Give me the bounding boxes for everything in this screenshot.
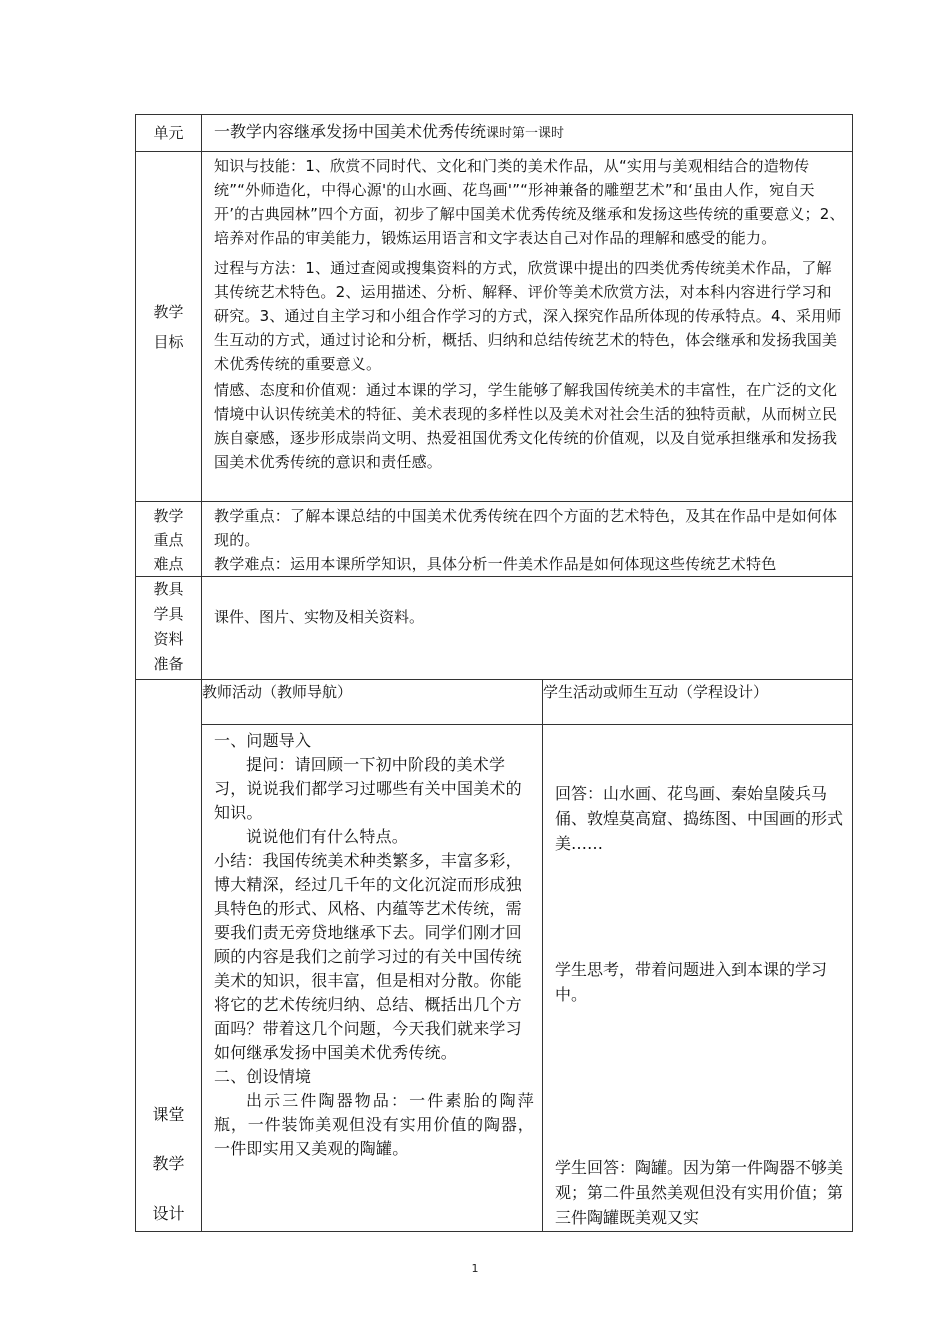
materials-row (136, 577, 853, 680)
teaching-focus: 教学重点：了解本课总结的中国美术优秀传统在四个方面的艺术特色，及其在作品中是如何体现的。 (214, 507, 838, 549)
unit-label: 单元 (136, 115, 202, 152)
design-header-row (136, 680, 853, 725)
period-value: 第一课时 (512, 126, 565, 141)
objective-emotion: 情感、态度和价值观：通过本课的学习，学生能够了解我国传统美术的丰富性，在广泛的文化情境中认识传统美术的特征、美术表现的多样性以及美术对社会生活的独特贡献，从而树立民族自豪感，逐步形成崇尚文明、热爱祖国优秀文化传统的价值观，以及自觉承担继承和发扬我国美术优秀传统的意识和责任感。 (214, 381, 838, 471)
unit-title-cell (202, 115, 853, 152)
materials-content: 课件、图片、实物及相关资料。 (202, 577, 853, 680)
teacher-activity-cell (202, 725, 543, 1232)
unit-title: 一教学内容继承发扬中国美术优秀传统 (214, 122, 487, 141)
objectives-row (136, 152, 853, 502)
teacher-prompt: 说说他们有什么特点。 (246, 827, 409, 846)
teacher-summary: 小结：我国传统美术种类繁多，丰富多彩，博大精深，经过几千年的文化沉淀而形成独具特色的形式、风格、内蕴等艺术传统，需要我们责无旁贷地继承下去。同学们刚才回顾的内容是我们之前学习过的有关中国传统美术的知识，很丰富，但是相对分散。你能将它的艺术传统归纳、总结、概括出几个方面吗？带着这几个问题，今天我们就来学习如何继承发扬中国美术优秀传统。 (214, 851, 522, 1062)
teaching-difficulty: 教学难点：运用本课所学知识，具体分析一件美术作品是如何体现这些传统艺术特色 (214, 555, 777, 573)
section-heading-intro: 一、问题导入 (214, 731, 312, 750)
design-label-cell (136, 680, 202, 1232)
objectives-label: 教学 目标 (136, 152, 202, 502)
student-activity-header: 学生活动或师生互动（学程设计） (543, 680, 853, 725)
teacher-question: 提问：请回顾一下初中阶段的美术学习，说说我们都学习过哪些有关中国美术的知识。 (214, 755, 522, 822)
teacher-activity-header: 教师活动（教师导航） (202, 680, 543, 725)
objective-process: 过程与方法：1、通过查阅或搜集资料的方式，欣赏课中提出的四类优秀传统美术作品，了解其传统艺术特色。2、运用描述、分析、解释、评价等美术欣赏方法，对本科内容进行学习和研究。3、通过自主学习和小组合作学习的方式，深入探究作品所体现的传承特点。4、采用师生互动的方式，通过讨论和分析，概括、归纳和总结传统艺术的特色，体会继承和发扬我国美术优秀传统的重要意义。 (214, 259, 842, 373)
lesson-plan-table (135, 114, 853, 1232)
materials-label: 教具 学具 资料 准备 (136, 577, 202, 680)
objectives-cell (202, 152, 853, 502)
page-number: 1 (471, 1262, 479, 1275)
key-points-row (136, 502, 853, 577)
teacher-scenario-text: 出示三件陶器物品：一件素胎的陶萍瓶，一件装饰美观但没有实用价值的陶器，一件即实用又美观的陶罐。 (214, 1091, 534, 1158)
key-points-cell (202, 502, 853, 577)
student-answer-3: 学生回答：陶罐。因为第一件陶器不够美观；第二件虽然美观但没有实用价值；第三件陶罐既美观又实 (555, 1158, 844, 1227)
key-points-label: 教学 重点 难点 (136, 502, 202, 577)
student-answer-2: 学生思考，带着问题进入到本课的学习中。 (555, 960, 828, 1004)
section-heading-scenario: 二、创设情境 (214, 1067, 312, 1086)
design-content-row (136, 725, 853, 1232)
design-label-2: 教学 (152, 1154, 185, 1173)
period-label: 课时 (486, 126, 513, 141)
student-answer-1: 回答：山水画、花鸟画、秦始皇陵兵马俑、敦煌莫高窟、捣练图、中国画的形式美…… (555, 784, 844, 853)
objective-knowledge: 知识与技能：1、欣赏不同时代、文化和门类的美术作品，从“实用与美观相结合的造物传统”“外师造化，中得心源'的山水画、花鸟画'”“形神兼备的雕塑艺术”和‘虽由人作，宛自天开’的古典园林”四个方面，初步了解中国美术优秀传统及继承和发扬这些传统的重要意义；2、培养对作品的审美能力，锻炼运用语言和文字表达自己对作品的理解和感受的能力。 (214, 157, 845, 247)
student-activity-cell (543, 725, 853, 1232)
design-label-3: 设计 (152, 1204, 185, 1223)
design-label-1: 课堂 (152, 1105, 185, 1124)
unit-row (136, 115, 853, 152)
